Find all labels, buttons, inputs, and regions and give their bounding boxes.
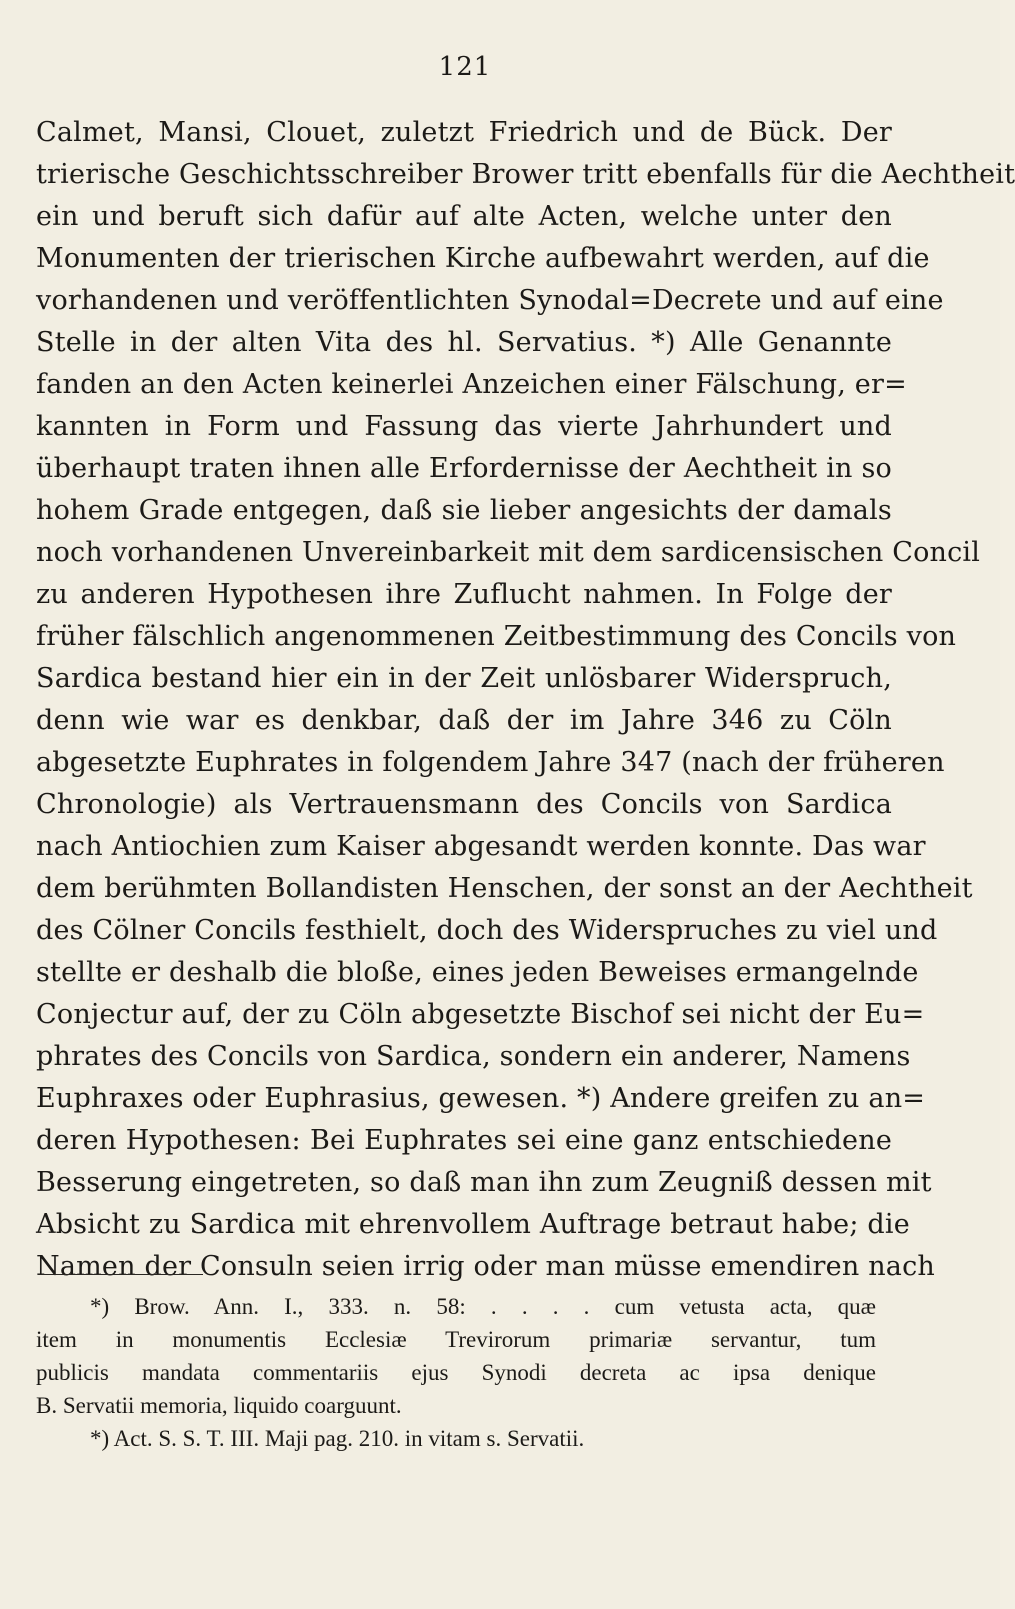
text-line: Chronologie) als Vertrauensmann des Concils von Sardica [36,789,892,820]
text-line: überhaupt traten ihnen alle Erfordernisse der Aechtheit in so [36,453,892,484]
text-line: dem berühmten Bollandisten Henschen, der sonst an der Aechtheit [36,873,973,904]
text-line: fanden an den Acten keinerlei Anzeichen einer Fälschung, er= [36,369,907,400]
text-line: noch vorhandenen Unvereinbarkeit mit dem sardicensischen Concil [36,537,981,568]
text-line: nach Antiochien zum Kaiser abgesandt werden konnte. Das war [36,831,926,862]
text-line: Conjectur auf, der zu Cöln abgesetzte Bischof sei nicht der Eu= [36,999,925,1030]
footnote-1 [36,1290,876,1422]
footnote-line: item in monumentis Ecclesiæ Trevirorum primariæ servantur, tum [36,1327,876,1352]
page-number: 121 [438,52,492,82]
text-line: stellte er deshalb die bloße, eines jeden Beweises ermangelnde [36,957,919,988]
footnote-line: publicis mandata commentariis ejus Synodi decreta ac ipsa denique [36,1360,876,1385]
text-line: vorhandenen und veröffentlichten Synodal=Decrete und auf eine [36,285,944,316]
text-line: Absicht zu Sardica mit ehrenvollem Auftrage betraut habe; die [36,1209,910,1240]
footnote-line: *) Act. S. S. T. III. Maji pag. 210. in vitam s. Servatii. [90,1426,585,1451]
text-line: zu anderen Hypothesen ihre Zuflucht nahmen. In Folge der [36,579,892,610]
text-line: Stelle in der alten Vita des hl. Servatius. *) Alle Genannte [36,327,892,358]
body-text [36,112,1015,1288]
text-line: Euphraxes oder Euphrasius, gewesen. *) Andere greifen zu an= [36,1083,926,1114]
footnote-2 [36,1422,876,1455]
text-line: Sardica bestand hier ein in der Zeit unlösbarer Widerspruch, [36,663,892,694]
text-line: Monumenten der trierischen Kirche aufbewahrt werden, auf die [36,243,930,274]
footnotes [36,1290,876,1455]
text-line: des Cölner Concils festhielt, doch des Widerspruches zu viel und [36,915,938,946]
text-line: phrates des Concils von Sardica, sondern ein anderer, Namens [36,1041,911,1072]
text-line: Namen der Consuln seien irrig oder man müsse emendiren nach [36,1251,936,1282]
footnote-line: *) Brow. Ann. I., 333. n. 58: . . . . cum vetusta acta, quæ [90,1294,876,1319]
text-line: denn wie war es denkbar, daß der im Jahre 346 zu Cöln [36,705,892,736]
text-line: früher fälschlich angenommenen Zeitbestimmung des Concils von [36,621,957,652]
text-line: Besserung eingetreten, so daß man ihn zum Zeugniß dessen mit [36,1167,932,1198]
text-line: Calmet, Mansi, Clouet, zuletzt Friedrich und de Bück. Der [36,117,892,148]
text-line: ein und beruft sich dafür auf alte Acten, welche unter den [36,201,892,232]
text-line: hohem Grade entgegen, daß sie lieber angesichts der damals [36,495,892,526]
text-line: deren Hypothesen: Bei Euphrates sei eine ganz entschiedene [36,1125,892,1156]
footnote-line: B. Servatii memoria, liquido coarguunt. [36,1393,402,1418]
text-line: trierische Geschichtsschreiber Brower tritt ebenfalls für die Aechtheit [36,159,1015,190]
text-line: kannten in Form und Fassung das vierte Jahrhundert und [36,411,892,442]
footnote-divider [38,1274,203,1275]
text-line: abgesetzte Euphrates in folgendem Jahre 347 (nach der früheren [36,747,945,778]
